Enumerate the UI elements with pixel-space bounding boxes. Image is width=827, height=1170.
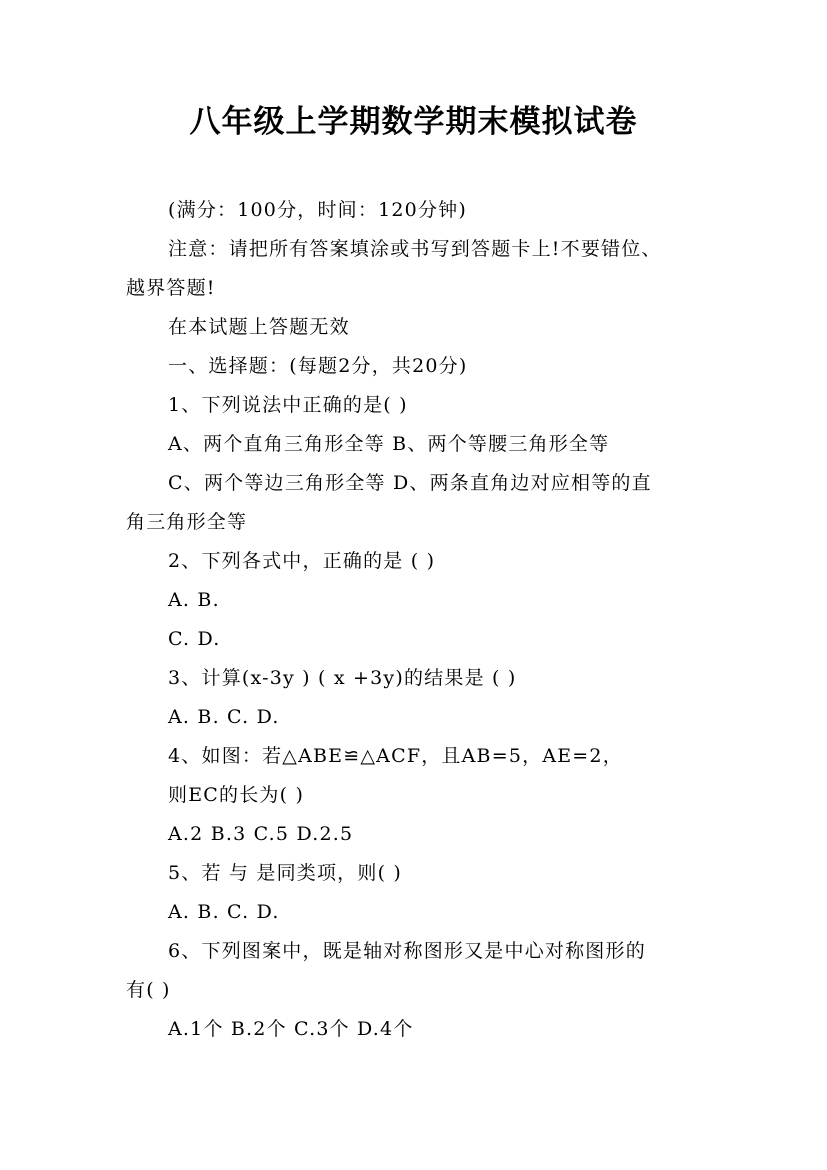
question-6: 6、下列图案中，既是轴对称图形又是中心对称图形的 [168,940,646,962]
invalid-answer-note: 在本试题上答题无效 [168,316,350,338]
question-3: 3、计算(x-3y ) ( x +3y)的结果是 ( ) [168,667,517,689]
score-time-info: (满分：100分，时间：120分钟) [168,199,467,221]
question-2: 2、下列各式中，正确的是 ( ) [168,550,436,572]
question-6-options: A.1个 B.2个 C.3个 D.4个 [168,1018,414,1040]
question-5-options: A. B. C. D. [168,901,280,923]
question-1-options-ab: A、两个直角三角形全等 B、两个等腰三角形全等 [168,433,610,455]
question-3-options: A. B. C. D. [168,706,280,728]
question-1: 1、下列说法中正确的是( ) [168,394,408,416]
notice-line: 注意：请把所有答案填涂或书写到答题卡上!不要错位、 [168,238,662,260]
question-4-options: A.2 B.3 C.5 D.2.5 [168,823,354,845]
question-4: 4、如图：若△ABE≌△ACF，且AB=5，AE=2， [168,745,623,767]
question-1-options-cd: C、两个等边三角形全等 D、两条直角边对应相等的直 [168,472,652,494]
page-title: 八年级上学期数学期末模拟试卷 [189,104,638,140]
question-5: 5、若 与 是同类项，则( ) [168,862,403,884]
question-2-options-ab: A. B. [168,589,220,611]
question-4-continued: 则EC的长为( ) [168,784,305,806]
question-1-options-cd-continued: 角三角形全等 [126,511,248,533]
notice-line-continued: 越界答题! [126,277,216,299]
question-6-continued: 有( ) [126,979,171,1001]
question-2-options-cd: C. D. [168,628,221,650]
section-heading: 一、选择题：(每题2分，共20分) [168,355,468,377]
